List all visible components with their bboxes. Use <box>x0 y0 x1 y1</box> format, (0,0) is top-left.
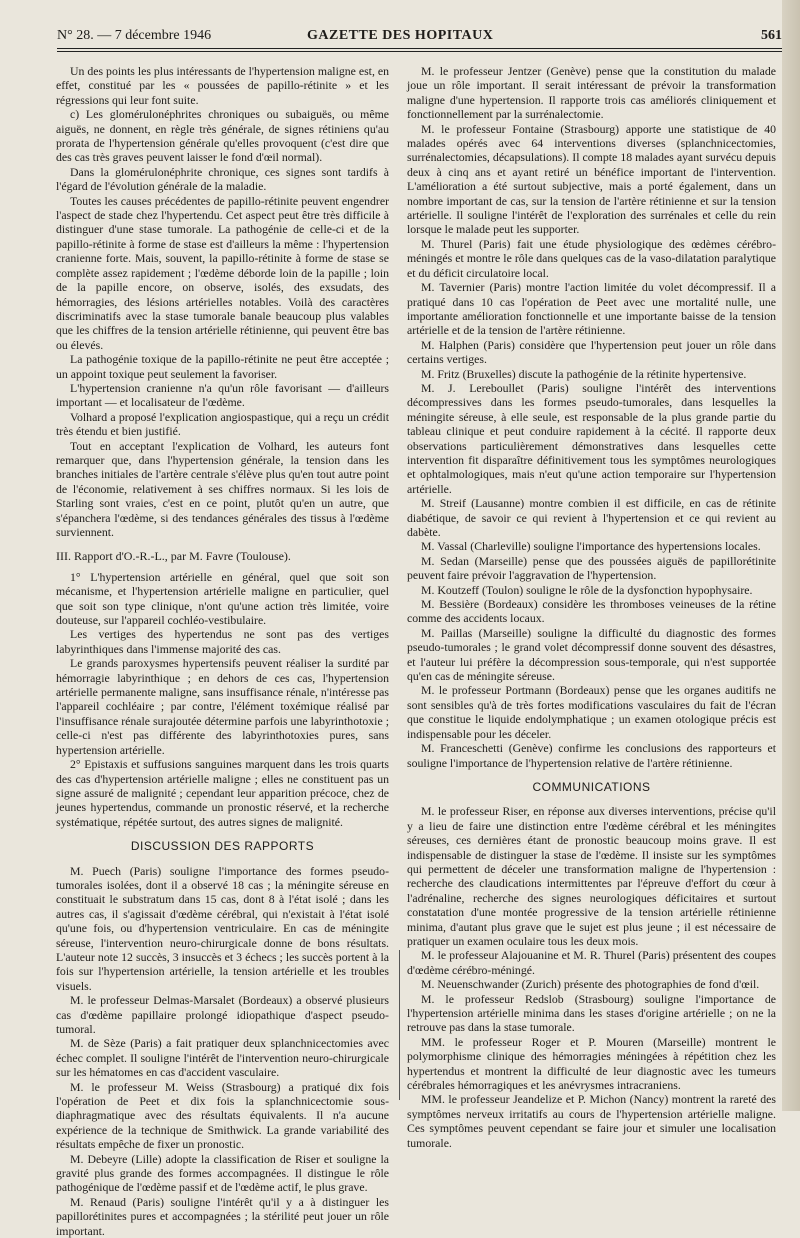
section-title-communications: COMMUNICATIONS <box>532 779 651 794</box>
paragraph: La pathogénie toxique de la papillo-rétinite ne peut être acceptée ; un appoint toxique peut seulement la favoriser. <box>56 352 389 381</box>
paragraph: Les vertiges des hypertendus ne sont pas des vertiges labyrinthiques dans l'immense majorité des cas. <box>56 627 389 656</box>
paragraph: M. Thurel (Paris) fait une étude physiologique des œdèmes cérébro-méningés et montre le rôle dans quelques cas de la vaso-dilatation paralytique et du déficit circulatoire local. <box>407 236 776 280</box>
paragraph: M. Koutzeff (Toulon) souligne le rôle de la dysfonction hypophysaire. <box>421 582 753 597</box>
paragraph: M. Renaud (Paris) souligne l'intérêt qu'il y a à distinguer les papillorétinites pures et accompagnées ; la stérilité peut jouer un rôle important. <box>56 1194 389 1238</box>
page-edge <box>782 0 800 1111</box>
paragraph: M. le professeur Fontaine (Strasbourg) apporte une statistique de 40 malades opérés avec 64 interventions diverses (splanchnicectomies, surrénalectomies, décapsulations). Il compte 18 malades ayant survécu depuis deux à cinq ans et ayant retiré un bénéfice important de l'intervention. L'amélioration a été surtout subjective, mais a porté également, dans un nombre important de cas, sur la tension de l'artère rétinienne et sur la tension artérielle. Il souligne l'intérêt de l'exploration des surrénales et celle du rein lorsque le malade peut les supporter. <box>407 121 776 237</box>
paragraph: M. Paillas (Marseille) souligne la difficulté du diagnostic des formes pseudo-tumorales ; le grand volet décompressif donne souvent des désastres, et l'auteur lui préfère la décompression sous-temporale, qui n'est supportée qu'en cas de méningite séreuse. <box>407 625 776 684</box>
paragraph: MM. le professeur Roger et P. Mouren (Marseille) montrent le polymorphisme clinique des hémorragies méningées à répétition chez les hypertendus et montrent la difficulté de leur diagnostic avec les tumeurs cérébrales hémorragiques et les anévrysmes intracraniens. <box>407 1034 776 1093</box>
paragraph: 1° L'hypertension artérielle en général, quel que soit son mécanisme, et l'hypertension artérielle maligne en particulier, quel que soit son type clinique, n'ont qu'une action très limitée, voire douteuse, sur l'appareil cochléo-vestibulaire. <box>56 569 389 628</box>
column-margin-mark <box>399 950 400 1100</box>
header-rule <box>57 48 782 52</box>
right-column <box>407 64 776 1150</box>
paragraph: M. Streif (Lausanne) montre combien il est difficile, en cas de rétinite diabétique, de savoir ce qui revient à l'hypertension et ce qui revient au dabète. <box>407 496 776 539</box>
issue-date: N° 28. — 7 décembre 1946 <box>57 28 212 43</box>
paragraph: M. le professeur Portmann (Bordeaux) pense que les organes auditifs ne sont sensibles qu'à de très fortes modifications vasculaires du fait de l'écran que constitue le liquide endolymphatique ; un examen otologique précis est indispensable pour les déceler. <box>407 683 776 741</box>
paragraph: Volhard a proposé l'explication angiospastique, qui a reçu un crédit très étendu et bien justifié. <box>56 409 389 439</box>
paragraph: L'hypertension cranienne n'a qu'un rôle favorisant — d'ailleurs important — et localisateur de l'œdème. <box>56 380 389 410</box>
paragraph: Un des points les plus intéressants de l'hypertension maligne est, en effet, constitué par les « poussées de papillo-rétinite » et les régressions qui leur font suite. <box>56 64 389 107</box>
paragraph: M. Vassal (Charleville) souligne l'importance des hypertensions locales. <box>421 539 761 554</box>
paragraph: Toutes les causes précédentes de papillo-rétinite peuvent engendrer l'aspect de stade chez l'hypertendu. Cet aspect peut être très difficile à distinguer d'une stase tumorale. La pathogénie de celle-ci et de la papillo-rétinite à forme de stase est d'ailleurs la même : l'hypertension cranienne forte. Mais, souvent, la papillo-rétinite à forme de stase se complète assez rapidement ; l'œdème déborde loin de la papille ; loin de la papille encore, on observe, isolés, des exsudats, des hémorragies, des lésions artérielles notables. Voilà des caractères discriminatifs avec la stase tumorale banale beaucoup plus valables que les chiffres de la tension artérielle rétinienne, qui peuvent être bas ou élevés. <box>56 193 389 352</box>
paragraph: M. le professeur Redslob (Strasbourg) souligne l'importance de l'hypertension artérielle minima dans les stases d'origine artérielle ; on ne la retrouve pas dans la stase tumorale. <box>407 991 776 1035</box>
paragraph: c) Les glomérulonéphrites chroniques ou subaiguës, ou même aiguës, ne donnent, en règle très générale, de signes rétiniens qu'au prorata de l'hypertension générale qu'elles provoquent (c'est dire que des cas très graves peuvent laisser le fond d'œil normal). <box>56 107 389 165</box>
section-title-discussion: DISCUSSION DES RAPPORTS <box>130 839 315 854</box>
paragraph: MM. le professeur Jeandelize et P. Michon (Nancy) montrent la rareté des symptômes nerveux irritatifs au cours de l'hypertension artérielle maligne. Ces symptômes peuvent cependant se faire jour et simuler une localisation tumorale. <box>407 1092 776 1150</box>
paragraph: M. le professeur Riser, en réponse aux diverses interventions, précise qu'il y a lieu de faire une distinction entre l'œdème cérébral et les méningites séreuses, ces dernières étant de pronostic beaucoup moins grave. Il est indispensable de distinguer la stase de l'œdème. Il insiste sur les symptômes qui permettent de déceler une transformation maligne de l'hypertension : recherche des claudications intermittentes par l'épreuve d'effort du cœur à l'adrénaline, recherche des signes neurologiques déficitaires et surtout constatation d'une montée progressive de la tension artérielle rétinienne minima, d'autant plus grave que le sujet est plus jeune ; il est nécessaire de pratiquer un examen oculaire tous les deux mois. <box>407 804 776 948</box>
report-heading: III. Rapport d'O.-R.-L., par M. Favre (Toulouse). <box>56 549 291 564</box>
paragraph: M. le professeur Delmas-Marsalet (Bordeaux) a observé plusieurs cas d'œdème papillaire prolongé idiopathique d'aspect pseudo-tumoral. <box>56 993 389 1036</box>
paragraph: M. Fritz (Bruxelles) discute la pathogénie de la rétinite hypertensive. <box>421 366 747 381</box>
paragraph: M. Franceschetti (Genève) confirme les conclusions des rapporteurs et souligne l'importance de l'hypertension relative de l'artère rétinienne. <box>407 741 776 770</box>
journal-title: GAZETTE DES HOPITAUX <box>307 28 494 43</box>
paragraph: M. Sedan (Marseille) pense que des poussées aiguës de papillorétinite peuvent faire prévoir l'aggravation de l'hypertension. <box>407 553 776 583</box>
left-column <box>56 64 389 1238</box>
paragraph: Dans la glomérulonéphrite chronique, ces signes sont tardifs à l'égard de l'évolution générale de la maladie. <box>56 164 389 194</box>
paragraph: M. le professeur M. Weiss (Strasbourg) a pratiqué dix fois l'opération de Peet et dix fois la splanchnicectomie sous-diaphragmatique avec des résultats équivalents. Il n'a aucune expérience de la technique de Smithwick. La grande variabilité des résultats empêche de fixer un pronostic. <box>56 1079 389 1152</box>
page-number: 561 <box>761 28 782 43</box>
paragraph: 2° Epistaxis et suffusions sanguines marquent dans les trois quarts des cas d'hypertension artérielle maligne ; elles ne constituent pas un signe assuré de malignité ; cependant leur apparition précoce, chez de jeunes hypertendus, commande un pronostic réservé, et la recherche systématique, répétée surtout, des autres signes de malignité. <box>56 757 389 829</box>
paragraph: M. Halphen (Paris) considère que l'hypertension peut jouer un rôle dans certains vertiges. <box>407 337 776 367</box>
paragraph: M. le professeur Jentzer (Genève) pense que la constitution du malade joue un rôle important. Il serait intéressant de prévoir la transformation maligne d'une hypertension. Il rapporte trois cas améliorés cliniquement et fonctionnellement par la surrénalectomie. <box>407 64 776 122</box>
paragraph: M. Neuenschwander (Zurich) présente des photographies de fond d'œil. <box>421 977 760 992</box>
page-header <box>57 22 782 48</box>
paragraph: M. Puech (Paris) souligne l'importance des formes pseudo-tumorales isolées, dont il a observé 18 cas ; la méningite séreuse en constituait le substratum dans 15 cas, dont 8 à l'état isolé ; dans les autres cas, il s'agissait d'œdème cérébral, qui n'existait à l'état isolé qu'une fois, ou d'hypertension ventriculaire. En cas de méningite séreuse, l'intervention neuro-chirurgicale donne de bons résultats. L'auteur note 12 succès, 3 insuccès et 3 échecs ; les succès portent à la fois sur l'hypertension artérielle, la tension artérielle et les troubles visuels. <box>56 863 389 993</box>
paragraph: M. Debeyre (Lille) adopte la classification de Riser et souligne la gravité plus grande des formes accompagnées. Il distingue le rôle pathogénique de l'œdème passif et de l'œdème actif, le plus grave. <box>56 1151 389 1195</box>
paragraph: M. Tavernier (Paris) montre l'action limitée du volet décompressif. Il a pratiqué dans 10 cas l'opération de Peet avec une mortalité nulle, une importante amélioration fonctionnelle et une importante baisse de la tension artérielle et de la tension de l'artère rétinienne. <box>407 280 776 338</box>
paragraph: M. de Sèze (Paris) a fait pratiquer deux splanchnicectomies avec échec complet. Il souligne l'intérêt de l'intervention neuro-chirurgicale sur les hématomes en cas d'accident vasculaire. <box>56 1036 389 1080</box>
paragraph: M. J. Lereboullet (Paris) souligne l'intérêt des interventions décompressives dans les formes pseudo-tumorales, dans lesquelles la méningite séreuse, à elle seule, est responsable de la plus grande partie du tableau clinique et peut conduire rapidement à la cécité. Il rapporte deux observations particulièrement démonstratives dans lesquelles cette intervention fit disparaître définitivement tous les symptômes neurologiques et ophtalmologiques, mais n'eut qu'une action temporaire sur l'hypertension artérielle. <box>407 380 776 496</box>
paragraph: Le grands paroxysmes hypertensifs peuvent réaliser la surdité par hémorragie labyrinthique ; en dehors de ces cas, l'hypertension artérielle permanente maligne, sans insuffisance rénale, n'intéresse pas l'appareil cochléaire ; par contre, l'élément toxémique réalisé par l'insuffisance rénale surajoutée détermine parfois une labyrinthotoxie ; celle-ci n'est pas différente des labyrinthotoxies pures, sans hypertension artérielle. <box>56 656 389 757</box>
paragraph: Tout en acceptant l'explication de Volhard, les auteurs font remarquer que, dans l'hypertension générale, la tension dans les branches initiales de l'artère centrale s'élève plus qu'en tout autre point de l'économie, relativement à ses chiffres normaux. Si les lois de Starling sont vraies, c'est en ce point, plutôt qu'en un autre, que s'épanchera l'œdème, si des tendances générales des tissus à l'œdème surviennent. <box>56 438 389 539</box>
paragraph: M. le professeur Alajouanine et M. R. Thurel (Paris) présentent des coupes d'œdème cérébro-méningé. <box>407 948 776 977</box>
paragraph: M. Bessière (Bordeaux) considère les thromboses veineuses de la rétine comme des accidents locaux. <box>407 597 776 626</box>
